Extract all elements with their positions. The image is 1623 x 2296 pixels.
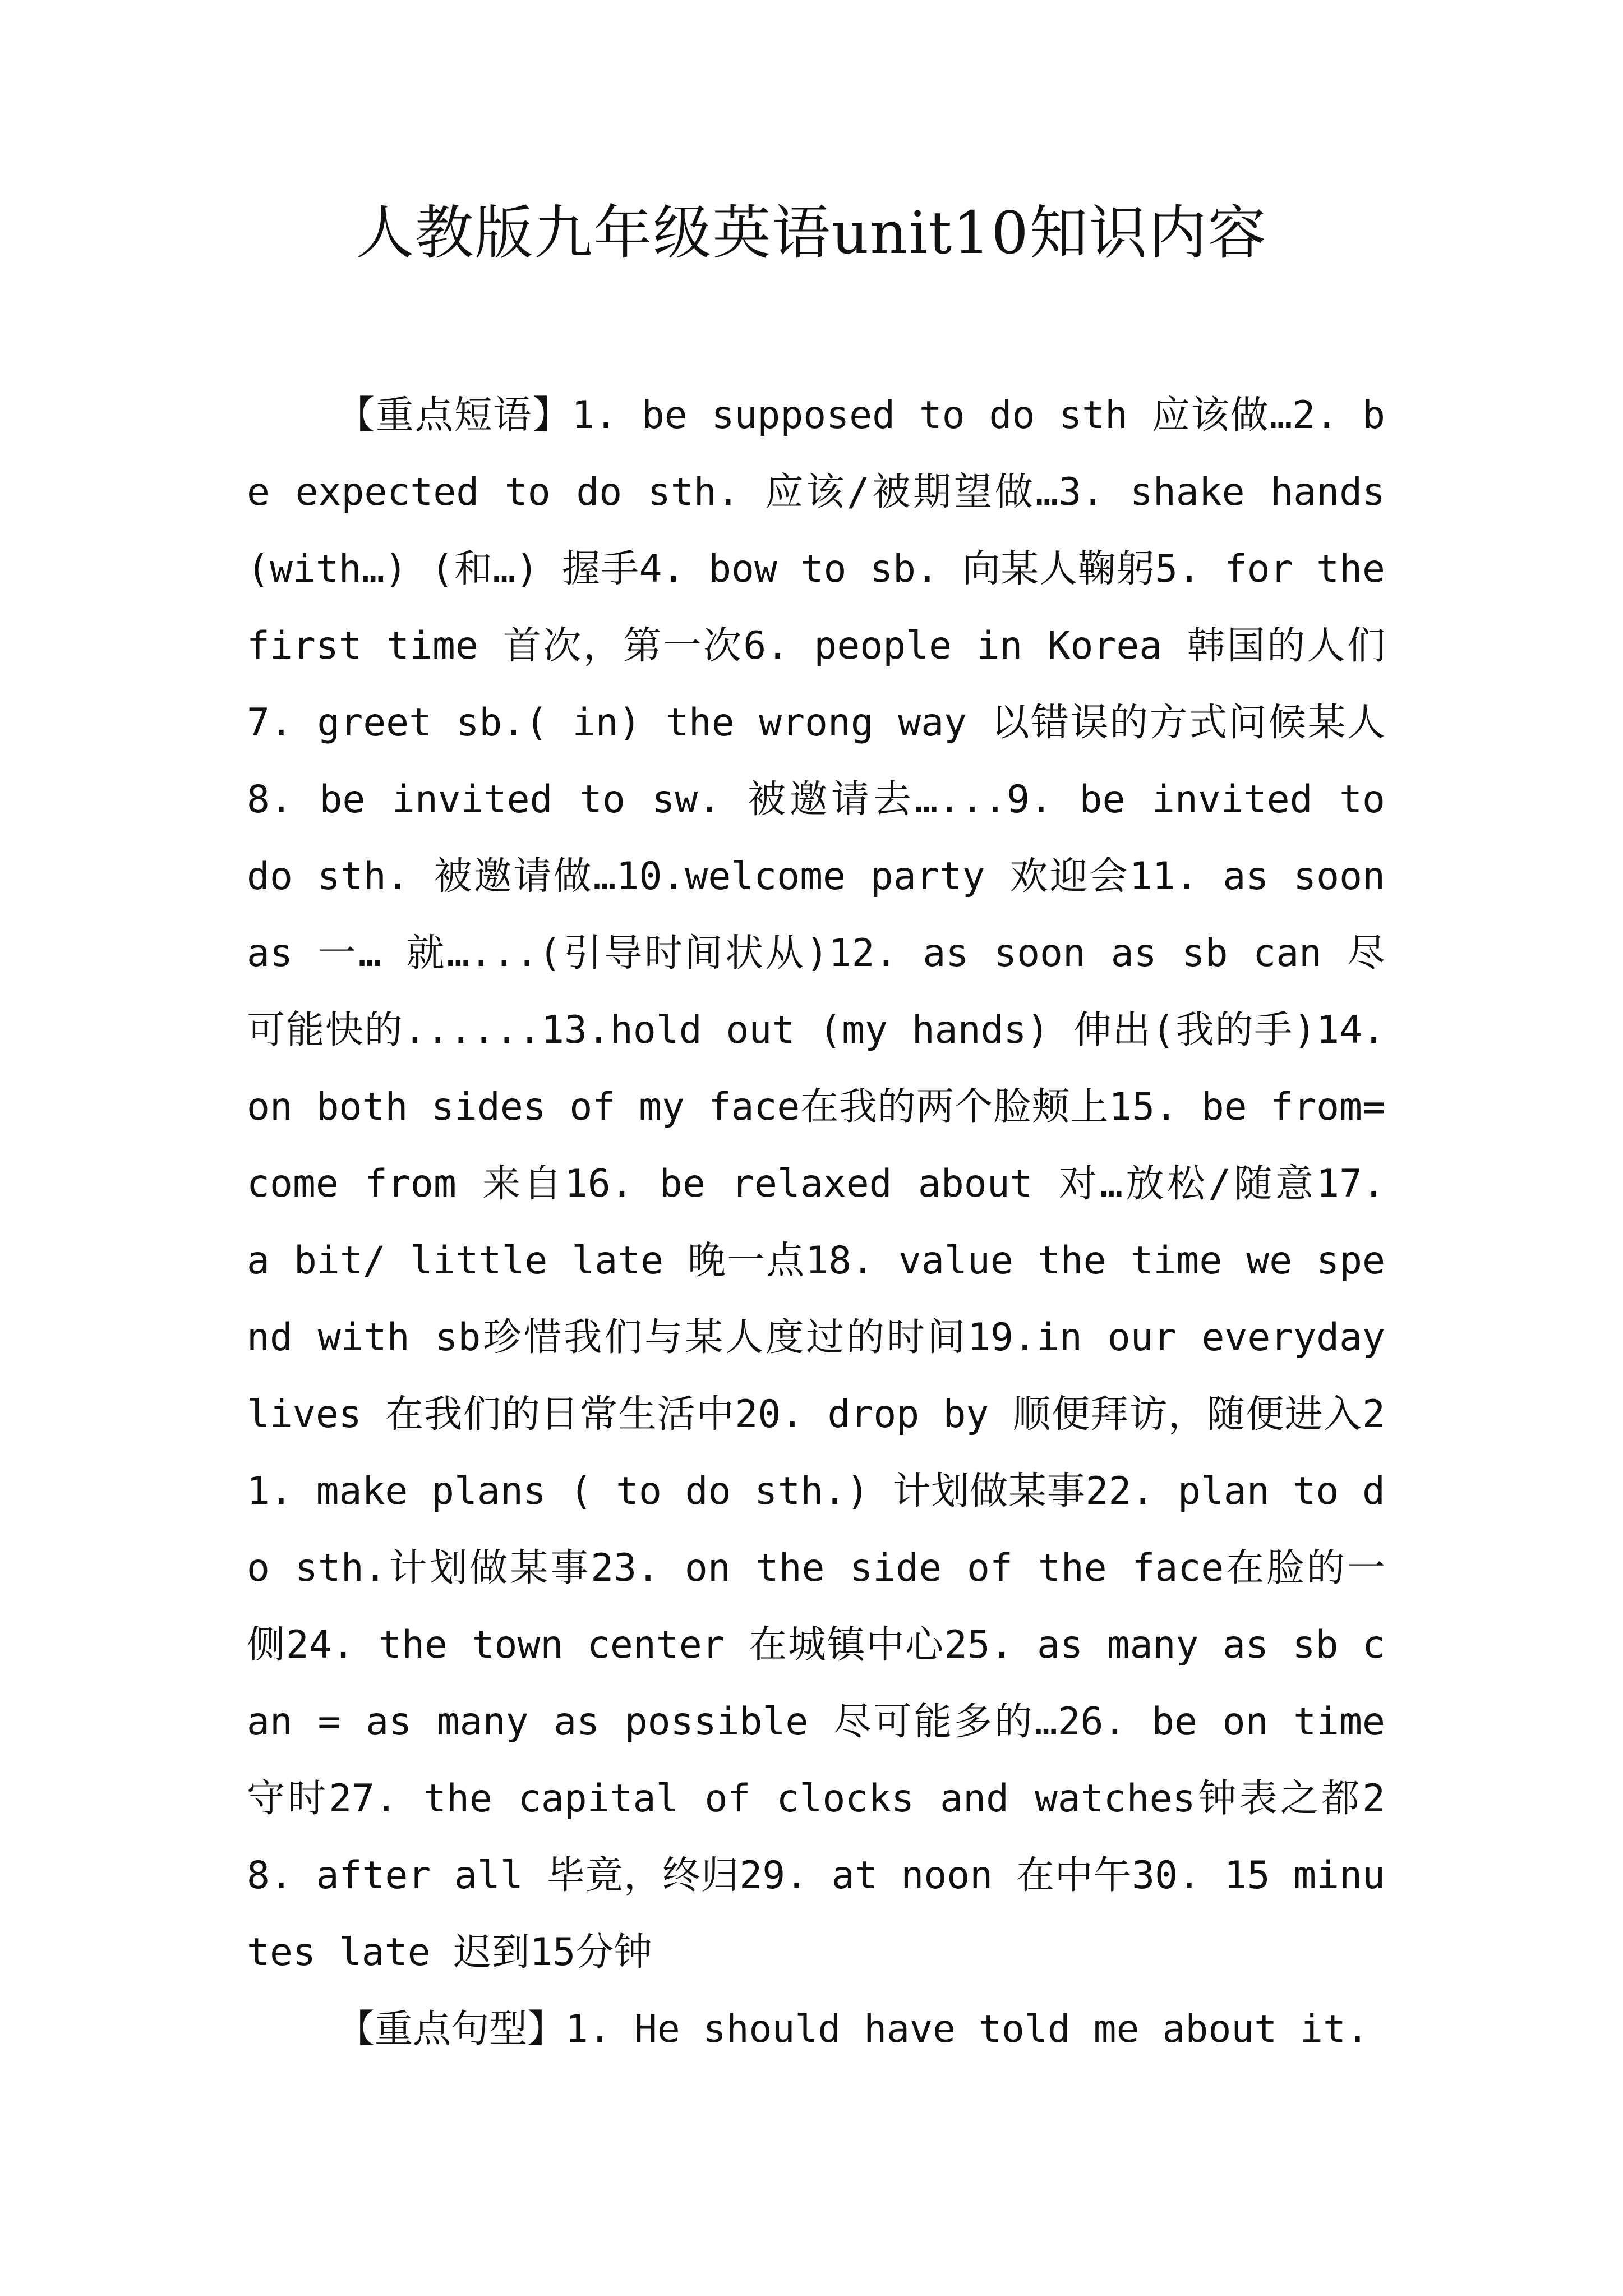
- key-sentences-paragraph: [247, 1991, 1385, 2068]
- key-sentences-heading: 【重点句型】: [336, 2007, 566, 2051]
- key-phrases-text: 1. be supposed to do sth 应该做…2. be expected to do sth. 应该/被期望做…3. shake hands (with…) (和…) 握手4. bow to sb. 向某人鞠躬5. for the first time 首次，第一次6. people in Korea 韩国的人们7. greet sb.( in) the wrong way 以错误的方式问候某人8. be invited to sw. 被邀请去…...9. be invited to do sth. 被邀请做…10.welcome party 欢迎会11. as soon as 一… 就…...(引导时间状从)12. as soon as sb can 尽可能快的......13.hold out (my hands) 伸出(我的手)14. on both sides of my face在我的两个脸颊上15. be from= come from 来自16. be relaxed about 对…放松/随意17. a bit/ little late 晚一点18. value the time we spend with sb珍惜我们与某人度过的时间19.in our everyday lives 在我们的日常生活中20. drop by 顺便拜访，随便进入21. make plans ( to do sth.) 计划做某事22. plan to do sth.计划做某事23. on the side of the face在脸的一侧24. the town center 在城镇中心25. as many as sb can = as many as possible 尽可能多的…26. be on time 守时27. the capital of clocks and watches钟表之都28. after all 毕竟，终归29. at noon 在中午30. 15 minutes late 迟到15分钟: [247, 393, 1385, 1975]
- key-sentences-text: 1. He should have told me about it.: [565, 2007, 1369, 2051]
- document-title: 人教版九年级英语unit10知识内容: [356, 199, 1267, 267]
- document-body: [247, 377, 1385, 2068]
- key-phrases-paragraph: [247, 377, 1385, 1991]
- key-phrases-heading: 【重点短语】: [336, 393, 572, 438]
